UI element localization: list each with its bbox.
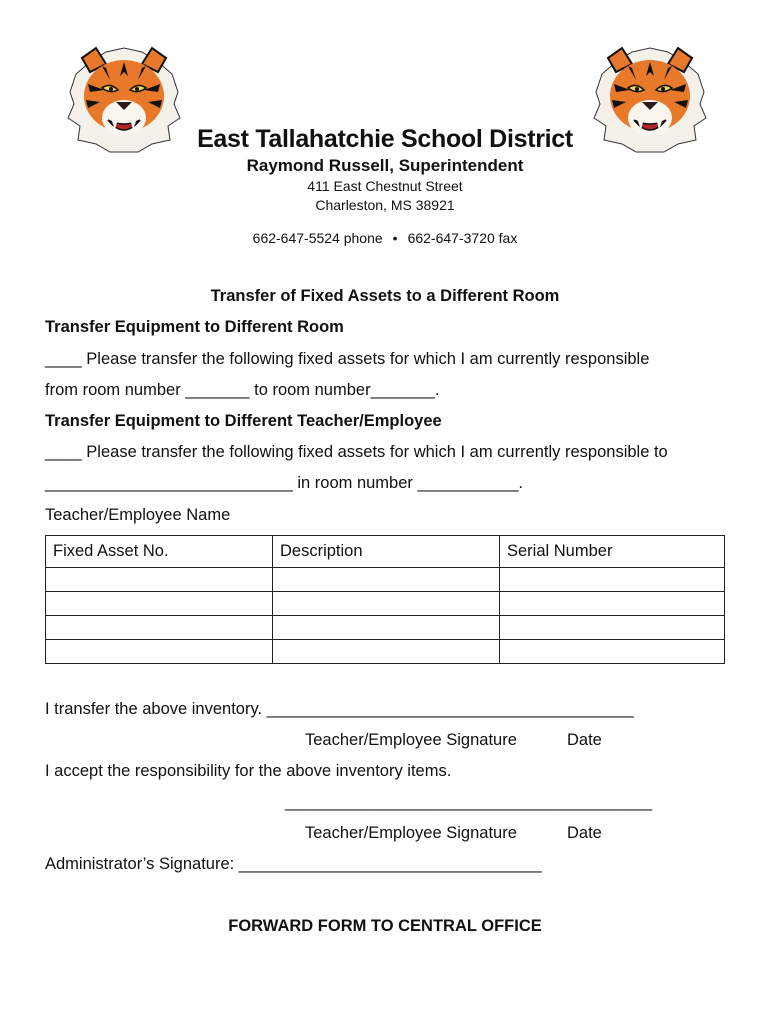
footer-instruction: FORWARD FORM TO CENTRAL OFFICE [228,917,542,935]
accept-statement: I accept the responsibility for the above inventory items. [45,762,452,780]
address-city: Charleston, MS 38921 [315,197,455,213]
table-cell[interactable] [46,640,273,664]
phone-number: 662-647-5524 phone [252,230,383,246]
column-header-serial-number: Serial Number [500,536,725,568]
separator-dot: • [392,230,398,246]
date-label: Date [567,731,602,749]
section-employee-line1: ____ Please transfer the following fixed assets for which I am currently responsible to [45,443,668,461]
asset-table [45,535,725,664]
table-cell[interactable] [500,616,725,640]
table-cell[interactable] [500,640,725,664]
table-row [46,592,725,616]
employee-signature-label: Teacher/Employee Signature [305,731,517,749]
table-cell[interactable] [46,568,273,592]
section-room-heading: Transfer Equipment to Different Room [45,318,344,336]
transfer-statement: I transfer the above inventory. ________________________________________ [45,700,634,718]
employee-signature-label: Teacher/Employee Signature [305,824,517,842]
table-cell[interactable] [500,568,725,592]
superintendent-name: Raymond Russell, Superintendent [246,156,524,175]
form-title: Transfer of Fixed Assets to a Different Room [210,287,560,305]
table-row [46,568,725,592]
table-header-row [46,536,725,568]
table-cell[interactable] [46,592,273,616]
section-room-line2: from room number _______ to room number_______. [45,381,440,399]
address-street: 411 East Chestnut Street [307,178,463,194]
column-header-description: Description [273,536,500,568]
table-cell[interactable] [273,592,500,616]
section-employee-line2: ___________________________ in room number ___________. [45,474,524,492]
column-header-asset-no: Fixed Asset No. [46,536,273,568]
table-row [46,616,725,640]
accept-signature-line: ________________________________________ [285,793,653,811]
contact-line [0,230,770,246]
administrator-signature-line: Administrator’s Signature: _________________________________ [45,855,542,873]
section-room-line1: ____ Please transfer the following fixed assets for which I am currently responsible [45,350,650,368]
fax-number: 662-647-3720 fax [407,230,518,246]
table-row [46,640,725,664]
table-cell[interactable] [273,640,500,664]
table-cell[interactable] [500,592,725,616]
table-cell[interactable] [46,616,273,640]
table-cell[interactable] [273,568,500,592]
employee-name-label: Teacher/Employee Name [45,506,231,524]
table-cell[interactable] [273,616,500,640]
district-name: East Tallahatchie School District [197,125,573,153]
section-employee-heading: Transfer Equipment to Different Teacher/Employee [45,412,442,430]
date-label: Date [567,824,602,842]
